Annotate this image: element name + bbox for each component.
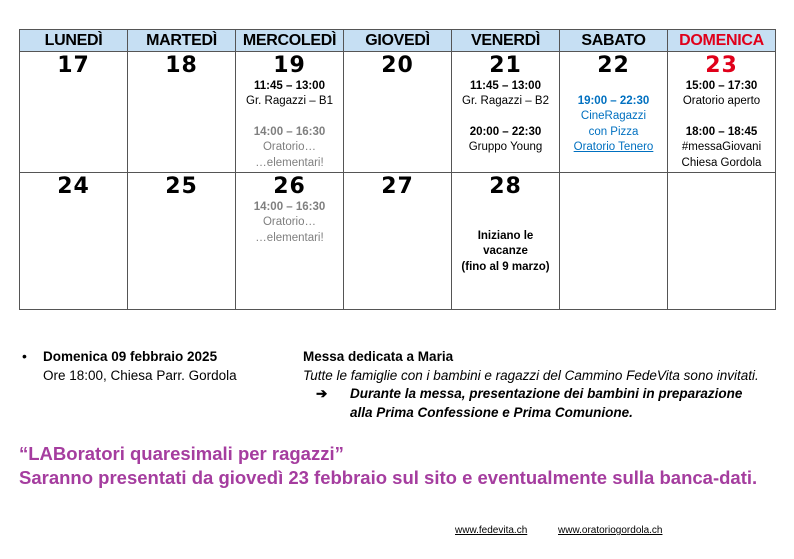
- announcement-title: “LABoratori quaresimali per ragazzi”: [19, 443, 344, 464]
- header-friday: VENERDÌ: [452, 30, 560, 52]
- bullet-icon: •: [22, 348, 27, 364]
- calendar-table: [19, 29, 776, 310]
- date-number: 19: [273, 53, 306, 78]
- event-gr-ragazzi-b2: [452, 79, 559, 156]
- date-number: 17: [57, 53, 90, 78]
- day-cell-17: [20, 52, 128, 173]
- week-row-1: [20, 52, 776, 173]
- date-number: 25: [165, 174, 198, 199]
- event-title: Gr. Ragazzi – B2: [462, 95, 549, 108]
- day-cell-28: [452, 173, 560, 310]
- header-sunday: DOMENICA: [668, 30, 776, 52]
- day-cell-empty-sun: [668, 173, 776, 310]
- day-cell-25: [128, 173, 236, 310]
- date-number: 22: [597, 53, 630, 78]
- event-time: 14:00 – 16:30: [253, 201, 326, 213]
- day-cell-21: [452, 52, 560, 173]
- event-date-block: [43, 348, 237, 385]
- event-cineragazzi: [560, 79, 667, 156]
- day-cell-24: [20, 173, 128, 310]
- day-cell-19: [236, 52, 344, 173]
- event-time: 15:00 – 17:30: [685, 80, 758, 92]
- calendar-header-row: [20, 30, 776, 52]
- event-oratorio-elementari: [236, 200, 343, 246]
- event-date: Domenica 09 febbraio 2025: [43, 349, 218, 364]
- laboratori-announcement: [19, 442, 779, 490]
- event-time: 11:45 – 13:00: [254, 80, 325, 92]
- event-time-place: Ore 18:00, Chiesa Parr. Gordola: [43, 367, 237, 383]
- day-cell-26: [236, 173, 344, 310]
- day-cell-18: [128, 52, 236, 173]
- event-title: Iniziano le: [477, 230, 534, 242]
- header-tuesday: MARTEDÌ: [128, 30, 236, 52]
- date-number: 20: [381, 53, 414, 78]
- event-title: Oratorio…: [262, 216, 317, 229]
- header-monday: LUNEDÌ: [20, 30, 128, 52]
- date-number: 21: [489, 53, 522, 78]
- day-cell-27: [344, 173, 452, 310]
- oratoriogordola-link[interactable]: www.oratoriogordola.ch: [558, 525, 663, 536]
- event-time: 11:45 – 13:00: [470, 80, 541, 92]
- event-time: 18:00 – 18:45: [685, 125, 758, 138]
- day-cell-22: [560, 52, 668, 173]
- day-cell-empty-sat: [560, 173, 668, 310]
- event-subtitle: vacanze: [483, 245, 528, 258]
- header-saturday: SABATO: [560, 30, 668, 52]
- event-subtitle: …elementari!: [255, 231, 324, 244]
- event-time: 20:00 – 22:30: [469, 125, 542, 138]
- date-number: 28: [489, 174, 522, 199]
- event-vacanze: [452, 200, 559, 275]
- event-oratorio-elementari: [236, 125, 343, 171]
- date-number: 18: [165, 53, 198, 78]
- event-title: Messa dedicata a Maria: [303, 349, 454, 364]
- event-title: Gruppo Young: [468, 141, 543, 154]
- fedevita-link[interactable]: www.fedevita.ch: [455, 525, 528, 536]
- arrow-note-line: Durante la messa, presentazione dei bambini in preparazione: [350, 386, 743, 401]
- event-oratorio-aperto: [668, 79, 775, 171]
- header-wednesday: MERCOLEDÌ: [236, 30, 344, 52]
- event-subtitle: con Pizza: [588, 125, 639, 138]
- event-gr-ragazzi-b1: [236, 79, 343, 125]
- announcement-text: Saranno presentati da giovedì 23 febbraio sul sito e eventualmente sulla banca-dati.: [19, 467, 758, 488]
- event-title: CineRagazzi: [580, 110, 647, 123]
- event-title: Gr. Ragazzi – B1: [246, 95, 333, 108]
- event-subtitle: …elementari!: [255, 156, 324, 169]
- event-description-block: [303, 348, 759, 385]
- event-time: 19:00 – 22:30: [577, 95, 650, 107]
- day-cell-20: [344, 52, 452, 173]
- event-title: #messaGiovani: [681, 141, 762, 154]
- event-note: (fino al 9 marzo): [461, 260, 550, 273]
- date-number: 27: [381, 174, 414, 199]
- date-number: 26: [273, 174, 306, 199]
- oratorio-tenero-link[interactable]: Oratorio Tenero: [573, 141, 654, 154]
- date-number: 23: [705, 53, 738, 78]
- event-title: Oratorio…: [262, 141, 317, 154]
- event-location: Chiesa Gordola: [681, 156, 762, 169]
- arrow-right-icon: ➔: [316, 386, 328, 401]
- day-cell-23: [668, 52, 776, 173]
- arrow-note-line: alla Prima Confessione e Prima Comunione.: [350, 404, 633, 420]
- date-number: 24: [57, 174, 90, 199]
- event-time: 14:00 – 16:30: [253, 125, 326, 138]
- week-row-2: [20, 173, 776, 310]
- event-title: Oratorio aperto: [682, 95, 761, 108]
- header-thursday: GIOVEDÌ: [344, 30, 452, 52]
- event-description: Tutte le famiglie con i bambini e ragazzi del Cammino FedeVita sono invitati.: [303, 367, 759, 383]
